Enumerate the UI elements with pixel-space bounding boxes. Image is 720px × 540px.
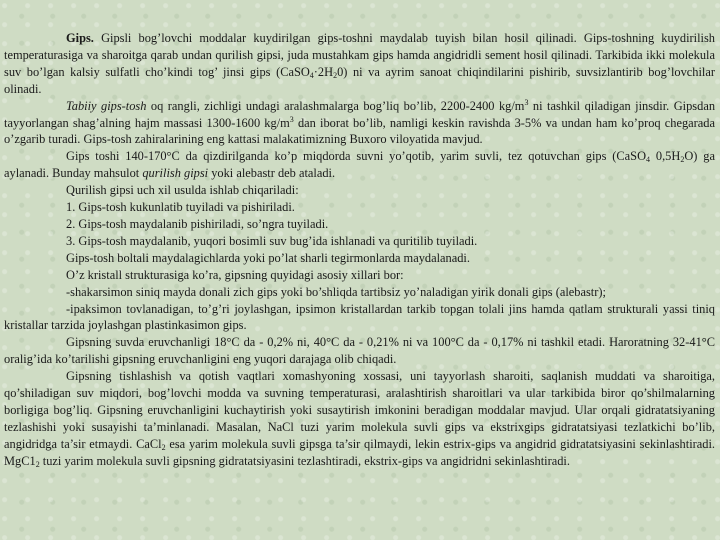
subscript: 2	[35, 459, 40, 469]
subscript: 2	[333, 70, 338, 80]
paragraph-text: ·2H	[313, 64, 334, 79]
paragraph-text: Gips toshi 140-170°C da qizdirilganda ko’p miqdorda suvni yo’qotib, yarim suvli, tez qotuvchan gips (CaSO	[66, 149, 647, 164]
paragraph-text: Gipsli bog’lovchi moddalar kuydirilgan gips-toshni maydalab tuyish bilan hosil qilinadi. Gips-toshning kuydirilish temperaturasiga va sharoitga qarab undan qurilish gipsi, juda mustahkam gips hamda angidridli sement hosil qilinadi. Tarkibida ikki molekula suv bo’lgan kalsiy sulfatli cho’kindi tog’ jinsi gips (CaSO	[4, 31, 715, 79]
paragraph-text: 0) ni va ayrim sanoat chiqindilarini pishirib, suvsizlantirib bog’lovchilar olinadi.	[4, 64, 715, 96]
term-gips: Gips.	[66, 31, 94, 45]
subscript: 2	[161, 442, 166, 452]
paragraph-text: 0,5H	[650, 149, 681, 164]
paragraph-gips-toshi	[4, 148, 715, 182]
paragraph-tabiiy-gips	[4, 98, 715, 149]
list-line: Qurilish gipsi uch xil usulda ishlab chiqariladi:	[66, 183, 299, 198]
subscript: 2	[680, 155, 685, 165]
paragraph-tishlashish	[4, 368, 715, 469]
paragraph-text: dan iborat bo’lib, namligi keskin ravishda 3-5% va undan ham ko’proq chegarada o’zgarib turadi. Gips-tosh zahiralarining eng kattasi malakatimizning Buxoro viloyatida mavjud.	[4, 115, 715, 147]
paragraph-ipaksimon: -ipaksimon tovlanadigan, to’g’ri joylashgan, ipsimon kristallardan tarkib topgan tolali jins hamda qatlam strukturali yassi tiniq kristallar tarzida joylashgan plastinkasimon gips.	[4, 301, 715, 333]
paragraph-text: O) ga aylanadi. Bunday mahsulot	[4, 149, 715, 181]
paragraph-eruvchanlik: Gipsning suvda eruvchanligi 18°C da - 0,2% ni, 40°C da - 0,21% ni va 100°C da - 0,17% ni tashkil etadi. Haroratning 32-41°C oralig’ida ko’tarilishi gipsning eruvchanligini eng yuqori darajaga olib chiqadi.	[4, 335, 715, 367]
subscript: 4	[309, 70, 314, 80]
list-line: 1. Gips-tosh kukunlatib tuyiladi va pishiriladi.	[66, 200, 295, 215]
subscript: 4	[646, 155, 651, 165]
superscript: 3	[524, 97, 529, 107]
list-line: Gips-tosh boltali maydalagichlarda yoki po’lat sharli tegirmonlarda maydalanadi.	[66, 250, 470, 265]
paragraph-text: Gipsning tishlashish va qotish vaqtlari xomashyoning xossasi, uni tayyorlash sharoiti, saqlanish muddati va sharoitiga, qo’shiladigan suv miqdori, bog’lovchi modda va suvning temperaturasi, aralashtirish sharoitlari va ular tarkibida biror qo’shilmalarning borligiga bog’liq. Gipsning eruvchanligini kuchaytirish yoki susaytirish imkonini beradigan moddalar mavjud. Ular orqali gidratatsiyaning tezlashishi yoki susayishi ta’minlanadi. Masalan, NaCl tuzi yarim molekula suvli gips va ekstrixgips gidratatsiyasi tezlatkichi bo’lib, angidridga ta’sir etmaydi. CaCl	[4, 369, 715, 451]
paragraph-gips	[4, 30, 715, 98]
list-line: 3. Gips-tosh maydalanib, yuqori bosimli suv bug’ida ishlanadi va quritilib tuyiladi.	[66, 233, 478, 248]
paragraph-text: esa yarim molekula suvli gipsga ta’sir qilmaydi, lekin estrix-gips va angidrid gidratatsiyasini sekinlashtiradi. MgC1	[4, 436, 715, 468]
paragraph-text: ni tashkil qiladigan jinsdir. Gipsdan tayyorlangan shag’alning hajm massasi 1300-1600 kg/m	[4, 98, 716, 130]
list-line: 2. Gips-tosh maydalanib pishiriladi, so’ngra tuyiladi.	[66, 216, 329, 231]
list-line: O’z kristall strukturasiga ko’ra, gipsning quyidagi asosiy xillari bor:	[66, 267, 404, 282]
superscript: 3	[289, 114, 294, 124]
paragraph-text: tuzi yarim molekula suvli gipsning gidratatsiyasini tezlashtiradi, ekstrix-gips va angidridni sekinlashtiradi.	[39, 453, 570, 468]
document-page	[0, 30, 720, 538]
paragraph-text: oq rangli, zichligi undagi aralashmalarga bog’liq bo’lib, 2200-2400 kg/m	[146, 98, 525, 113]
paragraph-text: yoki alebastr deb ataladi.	[208, 166, 336, 181]
list-line: -shakarsimon siniq mayda donali zich gips yoki bo’shliqda tartibsiz yo’naladigan yirik donali gips (alebastr);	[66, 284, 606, 299]
term-qurilish-gipsi: qurilish gipsi	[142, 166, 209, 181]
term-tabiiy-gips-tosh: Tabiiy gips-tosh	[66, 98, 147, 113]
